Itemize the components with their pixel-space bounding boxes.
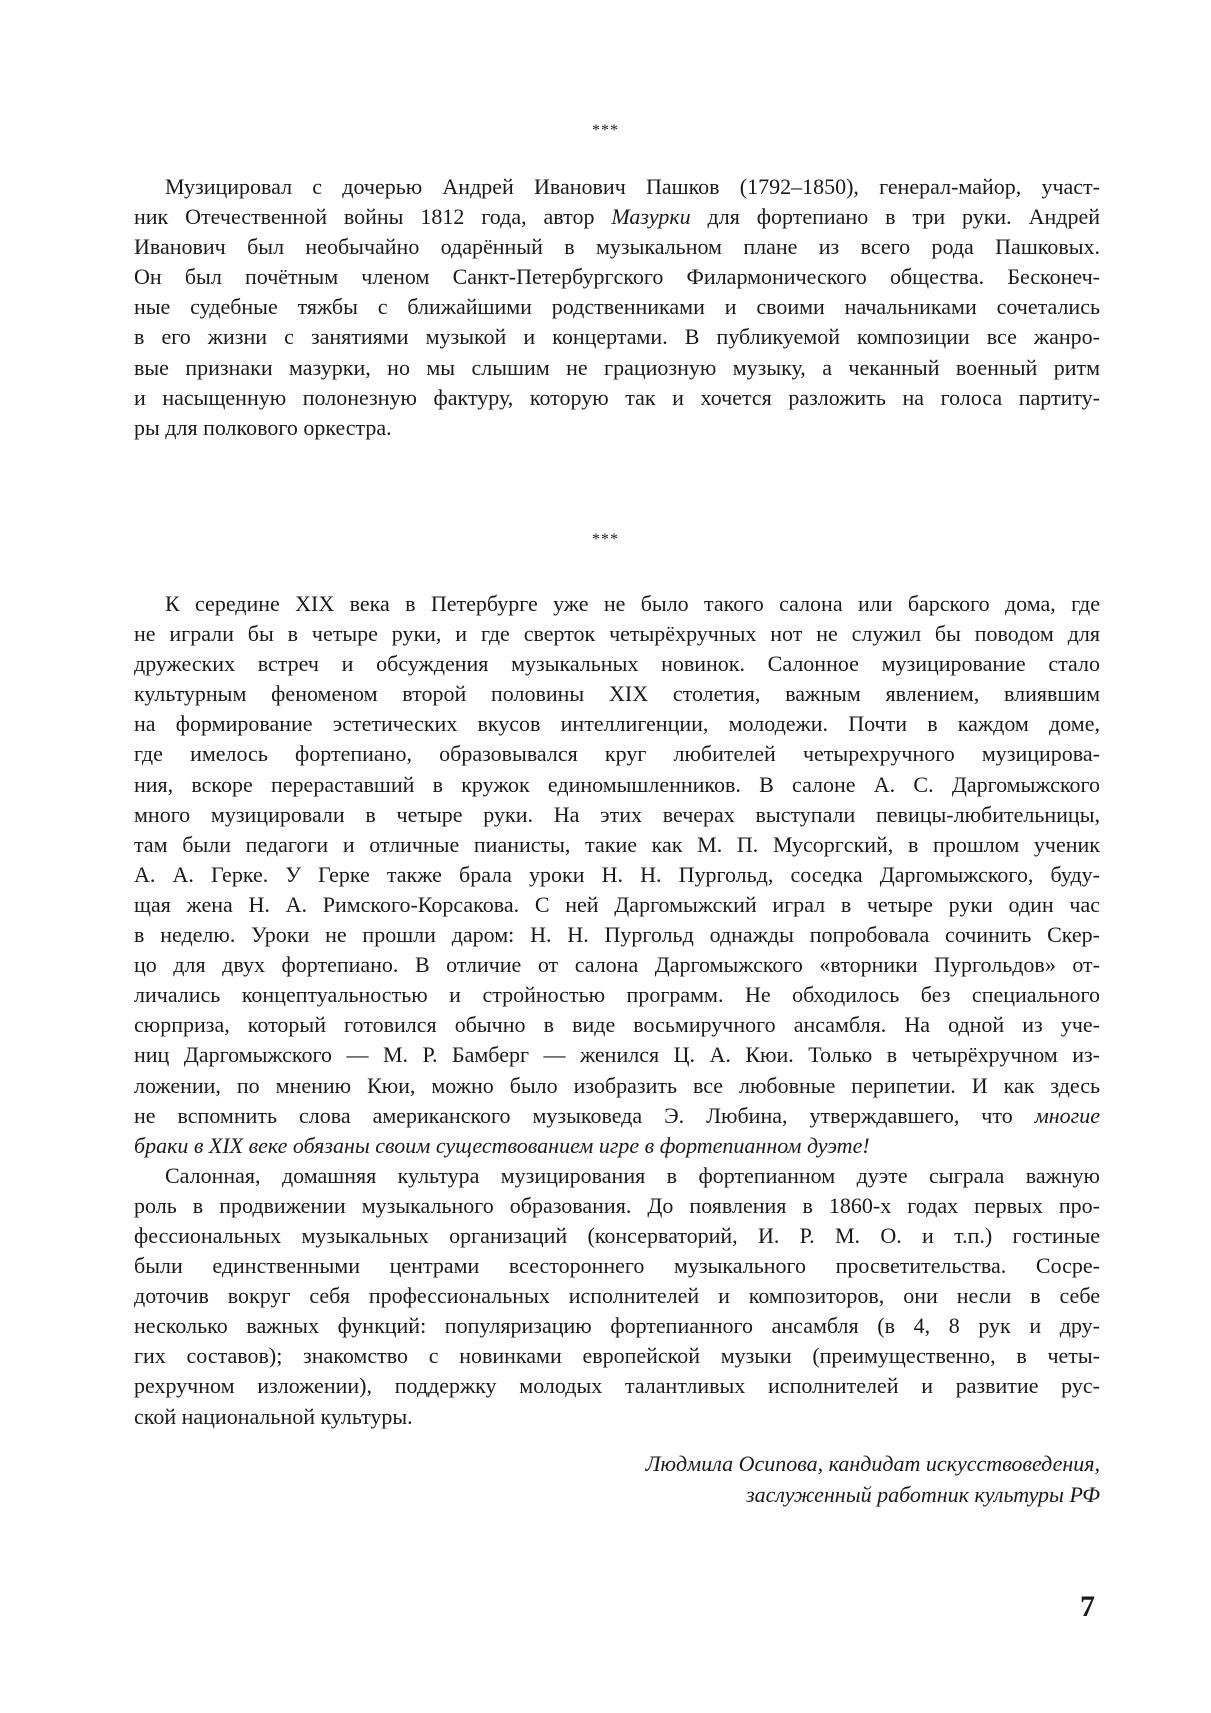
text-line: где имелось фортепиано, образовывался круг любителей четырехручного музицирова-	[134, 741, 1100, 767]
text-line: в его жизни с занятиями музыкой и концертами. В публикуемой композиции все жанро-	[134, 324, 1100, 350]
text-line: ные судебные тяжбы с ближайшими родственниками и своими начальниками сочетались	[134, 294, 1100, 320]
text-line: не вспомнить слова американского музыковеда Э. Любина, утверждавшего, что многие	[134, 1102, 1100, 1128]
signature-line-2: заслуженный работник культуры РФ	[746, 1482, 1100, 1507]
text-line: дружеских встреч и обсуждения музыкальных новинок. Салонное музицирование стало	[134, 651, 1100, 677]
text-line: Салонная, домашняя культура музицирования в фортепианном дуэте сыграла важную	[165, 1162, 1100, 1188]
text-line: на формирование эстетических вкусов интеллигенции, молодежи. Почти в каждом доме,	[134, 711, 1100, 737]
text-line: там были педагоги и отличные пианисты, такие как М. П. Мусоргский, в прошлом ученик	[134, 831, 1100, 857]
text-line: гих составов); знакомство с новинками европейской музыки (преимущественно, в четы-	[134, 1343, 1100, 1369]
text-line	[134, 1131, 1100, 1161]
text-line: ры для полкового оркестра.	[134, 414, 392, 440]
text-line: рехручном изложении), поддержку молодых талантливых исполнителей и развитие рус-	[134, 1373, 1100, 1399]
text-line: ской национальной культуры.	[134, 1403, 413, 1429]
italic-emphasis: Мазурки	[611, 204, 691, 230]
paragraph	[134, 172, 1100, 443]
text-line: в неделю. Уроки не прошли даром: Н. Н. Пургольд однажды попробовала сочинить Скер-	[134, 922, 1100, 948]
text-line: не играли бы в четыре руки, и где сверток четырёхручных нот не служил бы поводом для	[134, 621, 1100, 647]
text-line: К середине XIX века в Петербурге уже не было такого салона или барского дома, где	[165, 591, 1100, 616]
text-line: цо для двух фортепиано. В отличие от салона Даргомыжского «вторники Пургольдов» от-	[134, 952, 1100, 978]
text-line: доточив вокруг себя профессиональных исполнителей и композиторов, они несли в себе	[134, 1283, 1100, 1309]
text-line: ник Отечественной войны 1812 года, автор Мазурки для фортепиано в три руки. Андрей	[134, 204, 1101, 230]
text-line: Музицировал с дочерью Андрей Иванович Пашков (1792–1850), генерал-майор, участ-	[165, 174, 1100, 199]
italic-emphasis: браки в XIX веке обязаны своим существованием игре в фортепианном дуэте!	[134, 1132, 870, 1158]
paragraph	[134, 1161, 1100, 1432]
text-line: ложении, по мнению Кюи, можно было изобразить все любовные перипетии. И как здесь	[134, 1072, 1100, 1098]
italic-emphasis: многие	[1034, 1102, 1100, 1128]
section-separator-1: ***	[592, 122, 619, 139]
section-separator-2: ***	[592, 531, 619, 548]
text-line: сюрприза, который готовился обычно в виде восьмиручного ансамбля. На одной из уче-	[134, 1012, 1100, 1038]
paragraph	[134, 589, 1100, 1161]
text-line: культурным феноменом второй половины XIX столетия, важным явлением, влиявшим	[134, 681, 1100, 707]
text-line: несколько важных функций: популяризацию фортепианного ансамбля (в 4, 8 рук и дру-	[134, 1313, 1100, 1339]
text-line: щая жена Н. А. Римского-Корсакова. С ней Даргомыжский играл в четыре руки один час	[134, 891, 1100, 917]
text-line: ниц Даргомыжского — М. Р. Бамберг — женился Ц. А. Кюи. Только в четырёхручном из-	[134, 1042, 1100, 1068]
text-line: ния, вскоре перераставший в кружок единомышленников. В салоне А. С. Даргомыжского	[134, 771, 1100, 797]
section-2-text	[134, 589, 1100, 1432]
text-line: были единственными центрами всестороннего музыкального просветительства. Сосре-	[134, 1253, 1100, 1279]
text-line: Иванович был необычайно одарённый в музыкальном плане из всего рода Пашковых.	[134, 234, 1100, 260]
text-line: фессиональных музыкальных организаций (консерваторий, И. Р. М. О. и т.п.) гостиные	[134, 1222, 1100, 1248]
text-line: и насыщенную полонезную фактуру, которую так и хочется разложить на голоса партиту-	[134, 384, 1100, 410]
text-line: А. А. Герке. У Герке также брала уроки Н. Н. Пургольд, соседка Даргомыжского, буду-	[134, 861, 1100, 887]
page-number: 7	[1080, 1590, 1095, 1623]
text-line: личались концептуальностью и стройностью программ. Не обходилось без специального	[134, 982, 1100, 1008]
text-line: роль в продвижении музыкального образования. До появления в 1860-х годах первых про-	[134, 1192, 1100, 1218]
text-line: вые признаки мазурки, но мы слышим не грациозную музыку, а чеканный военный ритм	[134, 354, 1100, 380]
text-line: много музицировали в четыре руки. На этих вечерах выступали певицы-любительницы,	[134, 801, 1100, 827]
text-line: Он был почётным членом Санкт-Петербургского Филармонического общества. Бесконеч-	[134, 264, 1100, 290]
section-1-text	[134, 172, 1100, 443]
signature-line-1: Людмила Осипова, кандидат искусствоведения,	[645, 1451, 1100, 1476]
